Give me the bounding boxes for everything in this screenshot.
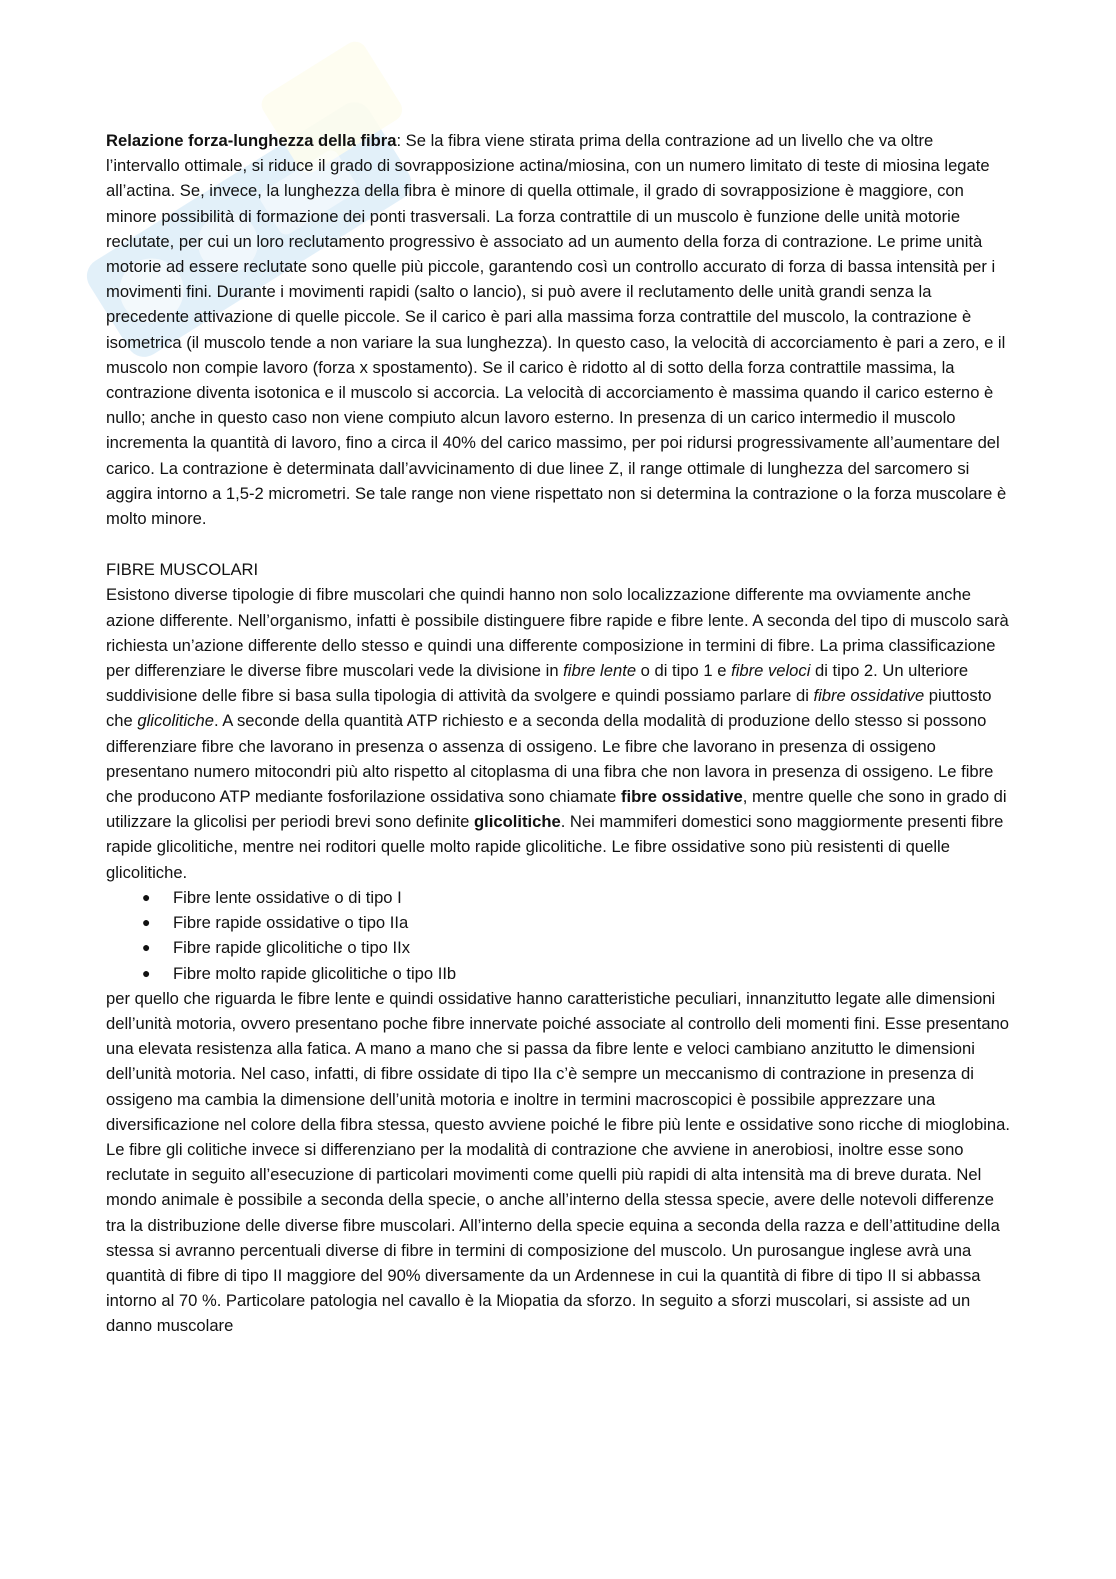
list-item: [106, 885, 1011, 910]
bullet-icon: ●: [142, 914, 151, 931]
list-item: [106, 935, 1011, 960]
paragraph-closing: per quello che riguarda le fibre lente e quindi ossidative hanno caratteristiche peculiari, innanzitutto legate alle dimensioni dell’unità motoria, ovvero presentano poche fibre innervate poiché associate al controllo deli momenti fini. Esse presentano una elevata resistenza alla fatica. A mano a mano che si passa da fibre lente e veloci cambiano anzitutto le dimensioni dell’unità motoria. Nel caso, infatti, di fibre ossidate di tipo IIa c’è sempre un meccanismo di contrazione in presenza di ossigeno ma cambia la dimensione dell’unità motoria e inoltre in termini macroscopici è possibile apprezzare una diversificazione nel colore della fibra stessa, questo avviene poiché le fibre più lente e ossidative sono ricche di mioglobina. Le fibre gli colitiche invece si differenziano per la modalità di contrazione che avviene in anerobiosi, inoltre esse sono reclutate in seguito all’esecuzione di particolari movimenti come quelli più rapidi di alta intensità ma di breve durata. Nel mondo animale è possibile a seconda della specie, o anche all’interno della stessa specie, avere delle notevoli differenze tra la distribuzione delle diverse fibre muscolari. All’interno della specie equina a seconda della razza e dell’attitudine della stessa si avranno percentuali diverse di fibre in termini di composizione del muscolo. Un purosangue inglese avrà una quantità di fibre di tipo II maggiore del 90% diversamente da un Ardennese in cui la quantità di fibre di tipo II si abbassa intorno al 70 %. Particolare patologia nel cavallo è la Miopatia da sforzo. In seguito a sforzi muscolari, si assiste ad un danno muscolare: [106, 988, 1010, 1336]
italic-term: fibre veloci: [731, 661, 811, 681]
bold-term: glicolitiche: [474, 812, 561, 832]
italic-term: fibre lente: [563, 661, 637, 681]
section-heading-fibre-muscolari: FIBRE MUSCOLARI: [106, 560, 259, 580]
bullet-icon: ●: [142, 964, 151, 981]
italic-term: glicolitiche: [137, 711, 214, 731]
paragraph-continuation: nullo; anche in questo caso non viene compiuto alcun lavoro esterno. In presenza di un carico intermedio il muscolo incrementa la quantità di lavoro, fino a circa il 40% del carico massimo, per poi ridursi progressivamente all’aumentare del carico. La contrazione è determinata dall’avvicinamento di due linee Z, il range ottimale di lunghezza del sarcomero si aggira intorno a 1,5-2 micrometri. Se tale range non viene rispettato non si determina la contrazione o la forza muscolare è molto minore.: [106, 408, 1007, 529]
italic-term: fibre ossidative: [813, 686, 925, 706]
list-item-text: Fibre lente ossidative o di tipo I: [173, 887, 402, 907]
list-item: [106, 961, 1011, 986]
text-run: piuttosto che: [106, 686, 992, 731]
text-run: , mentre quelle che sono in grado di utilizzare la glicolisi per periodi brevi sono definite: [106, 787, 1007, 832]
bold-term: fibre ossidative: [621, 787, 743, 807]
list-item-text: Fibre rapide glicolitiche o tipo IIx: [173, 938, 411, 958]
paragraph-text: : Se la fibra viene stirata prima della contrazione ad un livello che va oltre l’intervallo ottimale, si riduce il grado di sovrapposizione actina/miosina, con un numero limitato di teste di miosina legate all’actina. Se, invece, la lunghezza della fibra è minore di quella ottimale, il grado di sovrapposizione è maggiore, con minore possibilità di formazione dei ponti trasversali. La forza contrattile di un muscolo è funzione delle unità motorie reclutate, per cui un loro reclutamento progressivo è associato ad un aumento della forza di contrazione. Le prime unità motorie ad essere reclutate sono quelle più piccole, garantendo così un controllo accurato di forza di bassa intensità per i movimenti fini. Durante i movimenti rapidi (salto o lancio), si può avere il reclutamento delle unità grandi senza la precedente attivazione di quelle piccole. Se il carico è pari alla massima forza contrattile del muscolo, la contrazione è isometrica (il muscolo tende a non variare la sua lunghezza). In questo caso, la velocità di accorciamento è pari a zero, e il muscolo non compie lavoro (forza x spostamento). Se il carico è ridotto al di sotto della forza contrattile massima, la contrazione diventa isotonica e il muscolo si accorcia. La velocità di accorciamento è massima quando il carico esterno è: [106, 131, 1006, 403]
paragraph-gap: [106, 531, 1011, 557]
bullet-icon: ●: [142, 888, 151, 905]
list-item: [106, 910, 1011, 935]
list-item-text: Fibre molto rapide glicolitiche o tipo IIb: [173, 963, 457, 983]
list-item-text: Fibre rapide ossidative o tipo IIa: [173, 913, 409, 933]
text-run: . A seconde della quantità ATP richiesto e a seconda della modalità di produzione dello stesso si possono differenziare fibre che lavorano in presenza o assenza di ossigeno. Le fibre che lavorano in presenza di ossigeno presentano numero mitocondri più alto rispetto al citoplasma di una fibra che non lavora in presenza di ossigeno. Le fibre che producono ATP mediante fosforilazione ossidativa sono chiamate: [106, 711, 994, 807]
heading-forza-lunghezza: Relazione forza-lunghezza della fibra: [106, 131, 397, 150]
document-page: [106, 128, 1011, 1339]
text-run: . Nei mammiferi domestici sono maggiormente presenti fibre rapide glicolitiche, mentre nei roditori quelle molto rapide glicolitiche. Le fibre ossidative sono più resistenti di quelle glicolitiche.: [106, 812, 1004, 882]
paragraph-fibre-muscolari: [106, 582, 1011, 884]
text-run: di tipo 2. Un ulteriore suddivisione delle fibre si basa sulla tipologia di attività da svolgere e quindi possiamo parlare di: [106, 661, 969, 706]
text-run: Esistono diverse tipologie di fibre muscolari che quindi hanno non solo localizzazione differente ma ovviamente anche azione differente. Nell’organismo, infatti è possibile distinguere fibre rapide e fibre lente. A seconda del tipo di muscolo sarà richiesta un’azione differente dello stesso e quindi una differente composizione in termini di fibre. La prima classificazione per differenziare le diverse fibre muscolari vede la divisione in: [106, 585, 1009, 681]
fiber-type-list: [106, 885, 1011, 986]
paragraph-forza-lunghezza: [106, 128, 1011, 405]
text-run: o di tipo 1 e: [636, 661, 732, 681]
bullet-icon: ●: [142, 939, 151, 956]
